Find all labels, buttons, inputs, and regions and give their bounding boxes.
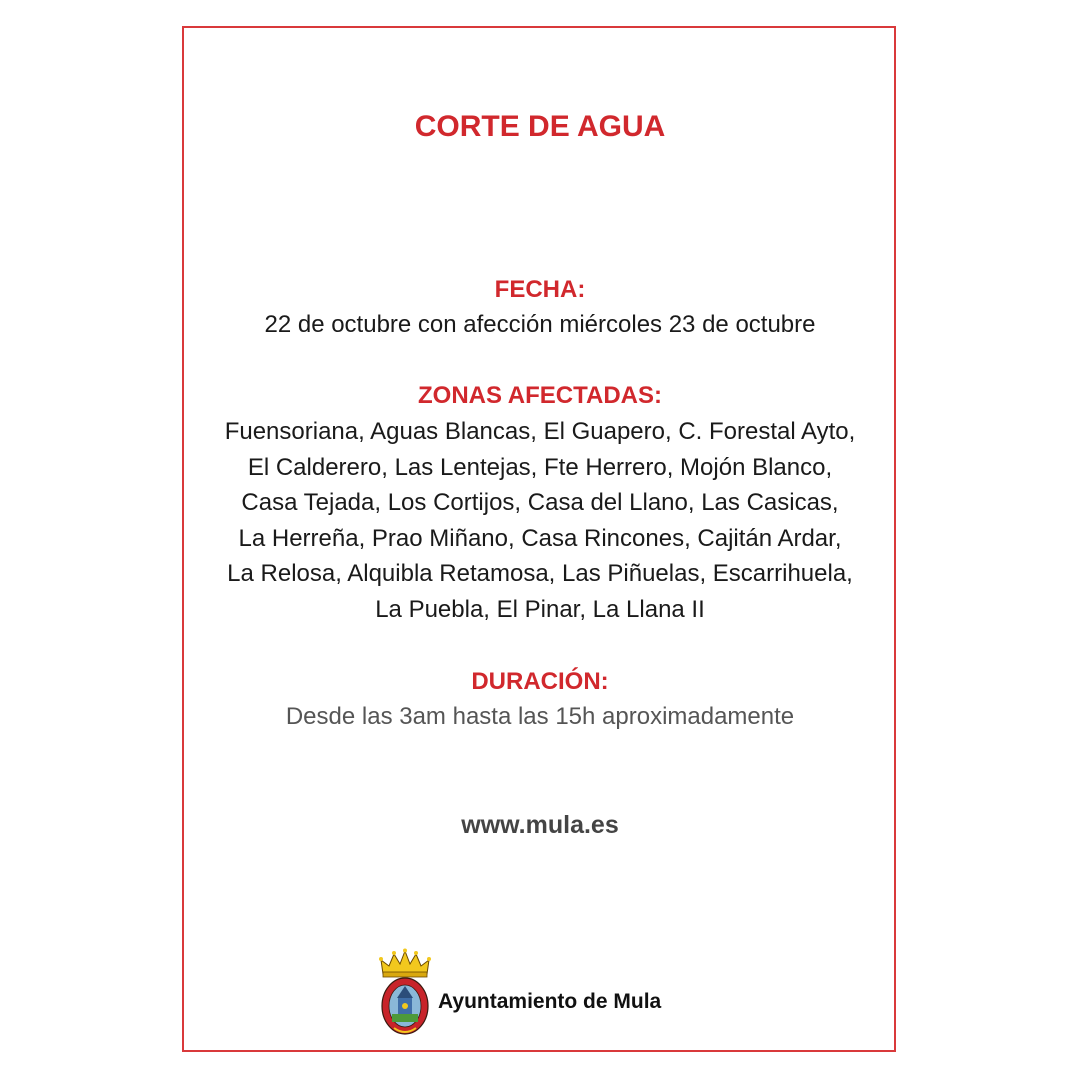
coat-of-arms-icon xyxy=(378,948,432,1038)
footer-brand xyxy=(378,948,661,1038)
zonas-heading: ZONAS AFECTADAS: xyxy=(418,382,662,409)
notice-title: CORTE DE AGUA xyxy=(414,110,666,143)
zona-line: La Relosa, Alquibla Retamosa, Las Piñuelas, Escarrihuela, xyxy=(227,560,853,587)
fecha-heading: FECHA: xyxy=(494,276,586,303)
fecha-value: 22 de octubre con afección miércoles 23 de octubre xyxy=(264,311,816,338)
zona-line: Fuensoriana, Aguas Blancas, El Guapero, C. Forestal Ayto, xyxy=(224,418,856,445)
zonas-list xyxy=(0,414,1080,627)
duracion-value: Desde las 3am hasta las 15h aproximadamente xyxy=(285,703,795,730)
duracion-heading: DURACIÓN: xyxy=(471,668,609,695)
zona-line: La Herreña, Prao Miñano, Casa Rincones, Cajitán Ardar, xyxy=(238,524,842,552)
organization-name: Ayuntamiento de Mula xyxy=(438,990,662,1013)
zona-line: El Calderero, Las Lentejas, Fte Herrero, Mojón Blanco, xyxy=(247,453,833,481)
website-link[interactable]: www.mula.es xyxy=(461,811,619,839)
zona-line: La Puebla, El Pinar, La Llana II xyxy=(375,595,705,623)
zona-line: Casa Tejada, Los Cortijos, Casa del Llano, Las Casicas, xyxy=(241,489,839,516)
